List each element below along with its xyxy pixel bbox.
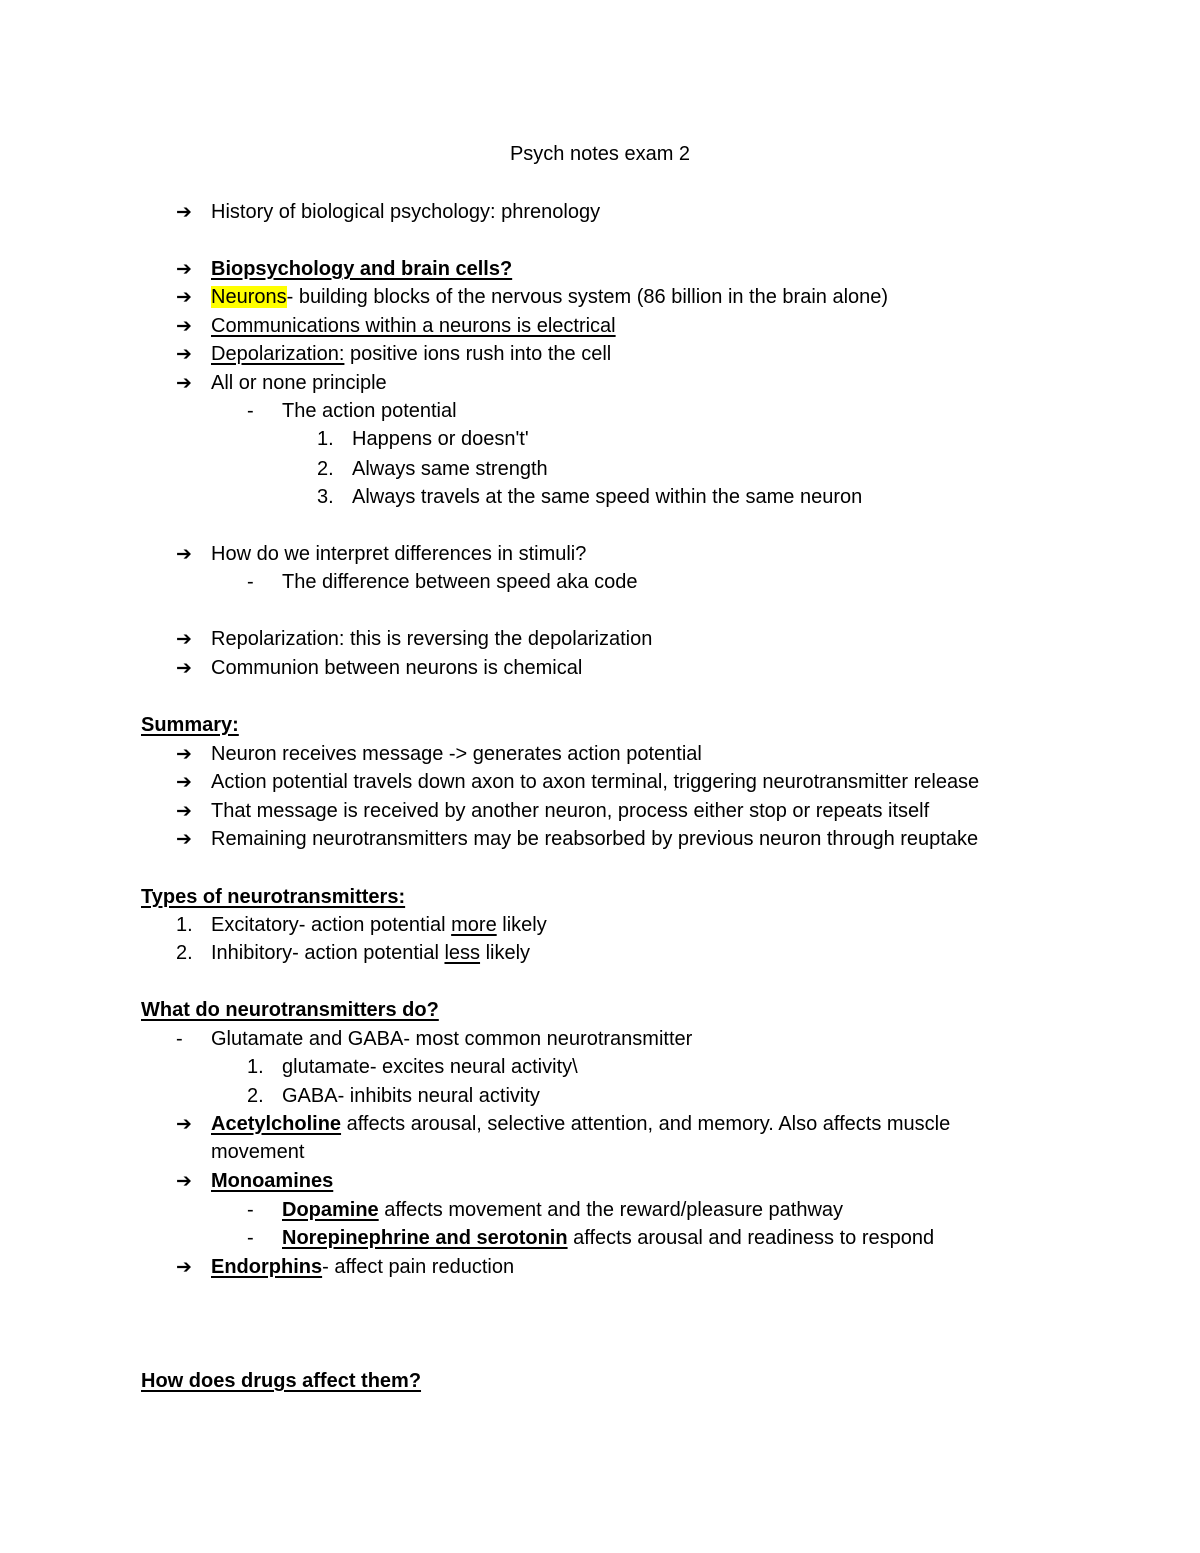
arrow-bullet-icon: ➔ (176, 343, 192, 365)
arrow-bullet-icon: ➔ (176, 628, 192, 650)
line-acetylcholine (211, 1111, 950, 1137)
list-number: 1. (176, 914, 193, 936)
arrow-bullet-icon: ➔ (176, 1256, 192, 1278)
line-neurons (211, 284, 888, 310)
summary-item-1: Neuron receives message -> generates action potential (211, 743, 702, 765)
line-endorphins (211, 1254, 514, 1280)
line-action-potential: The action potential (282, 400, 457, 422)
list-number: 1. (247, 1056, 264, 1078)
types-inhibitory (211, 940, 530, 966)
neurons-definition: - building blocks of the nervous system (86 billion in the brain alone) (286, 286, 889, 308)
arrow-bullet-icon: ➔ (176, 258, 192, 280)
dash-bullet: - (247, 1227, 254, 1249)
line-all-or-none: All or none principle (211, 372, 387, 394)
line-interpret: How do we interpret differences in stimuli? (211, 543, 587, 565)
line-norepinephrine (282, 1225, 934, 1251)
arrow-bullet-icon: ➔ (176, 743, 192, 765)
arrow-bullet-icon: ➔ (176, 372, 192, 394)
dash-bullet: - (247, 1199, 254, 1221)
norepinephrine-term: Norepinephrine and serotonin (282, 1227, 568, 1249)
inhibitory-emphasis: less (444, 942, 481, 964)
arrow-bullet-icon: ➔ (176, 201, 192, 223)
types-excitatory (211, 912, 547, 938)
line-glutamate-gaba: Glutamate and GABA- most common neurotransmitter (211, 1028, 693, 1050)
arrow-bullet-icon: ➔ (176, 286, 192, 308)
list-number: 1. (317, 428, 334, 450)
excitatory-suffix: likely (496, 914, 547, 936)
arrow-bullet-icon: ➔ (176, 1113, 192, 1135)
norepinephrine-definition: affects arousal and readiness to respond (567, 1227, 935, 1249)
dash-bullet: - (176, 1028, 183, 1050)
arrow-bullet-icon: ➔ (176, 828, 192, 850)
acetylcholine-definition: affects arousal, selective attention, and memory. Also affects muscle (341, 1113, 951, 1135)
excitatory-text: Excitatory- action potential (211, 914, 452, 936)
line-difference: The difference between speed aka code (282, 571, 638, 593)
dash-bullet: - (247, 571, 254, 593)
arrow-bullet-icon: ➔ (176, 1170, 192, 1192)
list-number: 2. (176, 942, 193, 964)
dopamine-term: Dopamine (282, 1199, 379, 1221)
line-monoamines: Monoamines (211, 1170, 334, 1192)
inhibitory-suffix: likely (480, 942, 531, 964)
glutamate-item: glutamate- excites neural activity\ (282, 1056, 578, 1078)
list-number: 3. (317, 486, 334, 508)
depolarization-definition: positive ions rush into the cell (344, 343, 612, 365)
line-biopsychology: Biopsychology and brain cells? (211, 258, 513, 280)
excitatory-emphasis: more (451, 914, 497, 936)
list-number: 2. (317, 458, 334, 480)
line-repolarization: Repolarization: this is reversing the depolarization (211, 628, 653, 650)
line-acetylcholine-cont: movement (211, 1141, 305, 1163)
ap-item-1: Happens or doesn't' (352, 428, 529, 450)
acetylcholine-term: Acetylcholine (211, 1113, 342, 1135)
dopamine-definition: affects movement and the reward/pleasure pathway (378, 1199, 844, 1221)
page-title: Psych notes exam 2 (509, 143, 691, 165)
line-communion: Communion between neurons is chemical (211, 657, 583, 679)
gaba-item: GABA- inhibits neural activity (282, 1085, 540, 1107)
depolarization-term: Depolarization: (211, 343, 345, 365)
line-history: History of biological psychology: phrenology (211, 201, 601, 223)
arrow-bullet-icon: ➔ (176, 800, 192, 822)
endorphins-definition: - affect pain reduction (322, 1256, 515, 1278)
dash-bullet: - (247, 400, 254, 422)
ap-item-3: Always travels at the same speed within the same neuron (352, 486, 863, 508)
summary-heading: Summary: (141, 714, 239, 736)
arrow-bullet-icon: ➔ (176, 315, 192, 337)
list-number: 2. (247, 1085, 264, 1107)
arrow-bullet-icon: ➔ (176, 771, 192, 793)
what-heading: What do neurotransmitters do? (141, 999, 439, 1021)
arrow-bullet-icon: ➔ (176, 543, 192, 565)
endorphins-term: Endorphins (211, 1256, 323, 1278)
types-heading: Types of neurotransmitters: (141, 886, 406, 908)
neurons-highlight: Neurons (211, 286, 287, 308)
line-communications: Communications within a neurons is electrical (211, 315, 616, 337)
inhibitory-text: Inhibitory- action potential (211, 942, 445, 964)
line-dopamine (282, 1197, 843, 1223)
ap-item-2: Always same strength (352, 458, 548, 480)
drugs-heading: How does drugs affect them? (141, 1370, 422, 1392)
summary-item-2: Action potential travels down axon to axon terminal, triggering neurotransmitter release (211, 771, 980, 793)
summary-item-3: That message is received by another neuron, process either stop or repeats itself (211, 800, 930, 822)
arrow-bullet-icon: ➔ (176, 657, 192, 679)
summary-item-4: Remaining neurotransmitters may be reabsorbed by previous neuron through reuptake (211, 828, 979, 850)
line-depolarization (211, 341, 611, 367)
